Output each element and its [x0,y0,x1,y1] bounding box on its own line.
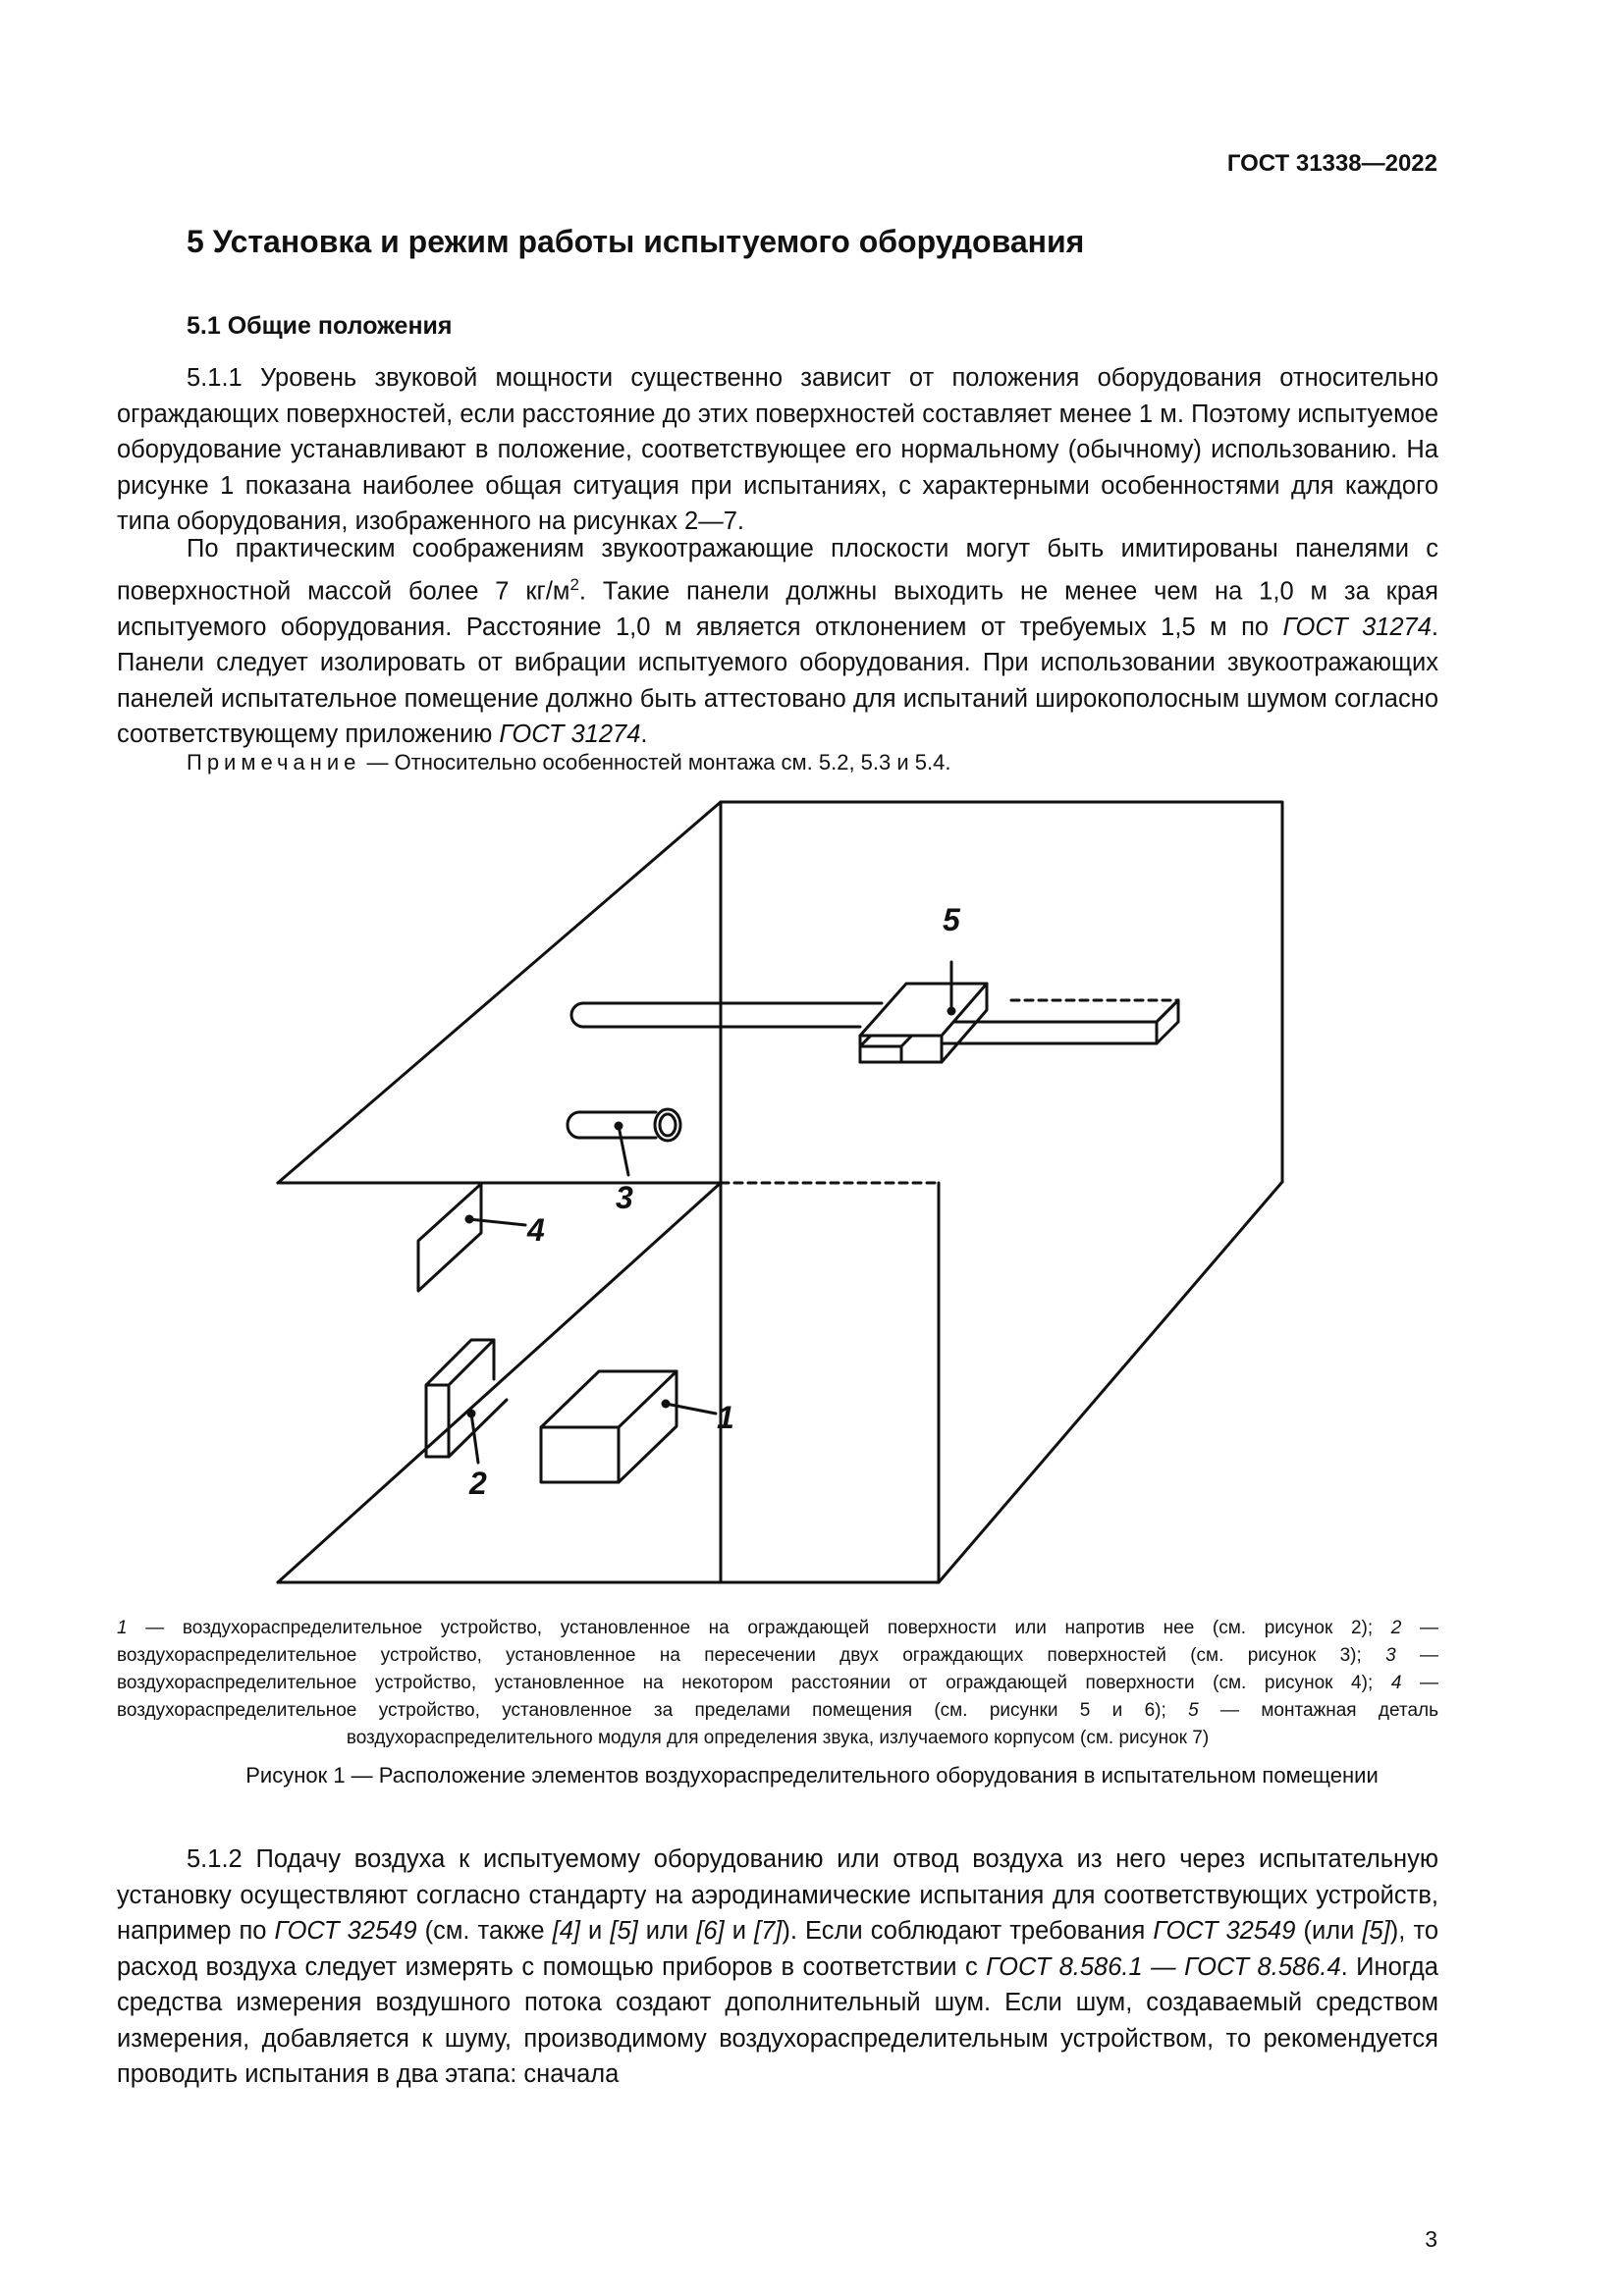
page-number: 3 [1425,2226,1437,2252]
test-room-box [278,802,1282,1582]
reference-gost-31274: ГОСТ 31274 [1282,613,1432,641]
paragraph-5-1-2: 5.1.2 Подачу воздуха к испытуемому оборудованию или отвод воздуха из него через испытательную установку осуществляют согласно стандарту на аэродинамические испытания для соответствующих устройств, например по ГОСТ 32549 (см. также [4] и [5] или [6] и [7]). Если соблюдают требования ГОСТ 32549 (или [5]), то расход воздуха следует измерять с помощью приборов в соответствии с ГОСТ 8.586.1 — ГОСТ 8.586.4. Иногда средства измерения воздушного потока создают дополнительный шум. Если шум, создаваемый средством измерения, добавляется к шуму, производимому воздухораспределительным устройством, то рекомендуется проводить испытания в два этапа: сначала [117,1845,1439,2088]
pipe-3 [568,1109,680,1175]
subsection-title: 5.1 Общие положения [187,312,453,340]
corner-box-2 [426,1340,507,1463]
label-1: 1 [717,1400,734,1435]
note-text: — Относительно особенностей монтажа см. 5.2, 5.3 и 5.4. [360,750,951,774]
mounting-duct-5 [571,962,1178,1062]
section-title: 5 Установка и режим работы испытуемого оборудования [187,224,1085,259]
panel-4 [418,1184,525,1291]
reference-gost-31274: ГОСТ 31274 [499,721,641,748]
figure-legend: 1 — воздухораспределительное устройство, установленное на ограждающей поверхности или напротив нее (см. рисунок 2); 2 — воздухораспределительное устройство, установленное на пересечении двух ограждающих поверхностей (см. рисунок 3); 3 — воздухораспределительное устройство, установленное на некотором расстоянии от ограждающей поверхности (см. рисунок 4); 4 — воздухораспределительное устройство, установленное за пределами помещения (см. рисунки 5 и 6); 5 — монтажная деталь воздухораспределительного модуля для определения звука, излучаемого корпусом (см. рисунок 7) [117,1618,1438,1748]
label-3: 3 [616,1180,633,1215]
paragraph-panels: По практическим соображениям звукоотражающие плоскости могут быть имитированы панелями с поверхностной массой более 7 $кг/м^2$. Такие панели должны выходить не менее чем на 1,0 м за края испытуемого оборудования. Расстояние 1,0 м является отклонением от требуемых 1,5 м по ГОСТ 31274. Панели следует изолировать от вибрации испытуемого оборудования. При использовании звукоотражающих панелей испытательное помещение должно быть аттестовано для испытаний широкополосным шумом согласно соответствующему приложению ГОСТ 31274. [117,535,1438,748]
figure-1-diagram [0,780,1624,1605]
label-2: 2 [469,1466,487,1501]
note-label: Примечание [187,750,361,774]
label-4: 4 [527,1212,545,1248]
figure-caption: Рисунок 1 — Расположение элементов воздухораспределительного оборудования в испытательном помещении [245,1763,1379,1788]
box-1 [541,1371,716,1482]
label-5: 5 [943,902,960,937]
standard-designation: ГОСТ 31338—2022 [1226,150,1437,177]
note [187,750,950,775]
paragraph-5-1-1: 5.1.1 Уровень звуковой мощности существенно зависит от положения оборудования относительно ограждающих поверхностей, если расстояние до этих поверхностей составляет менее 1 м. Поэтому испытуемое оборудование устанавливают в положение, соответствующее его нормальному (обычному) использованию. На рисунке 1 показана наиболее общая ситуация при испытаниях, с характерными особенностями для каждого типа оборудования, изображенного на рисунках 2—7. [117,364,1438,535]
